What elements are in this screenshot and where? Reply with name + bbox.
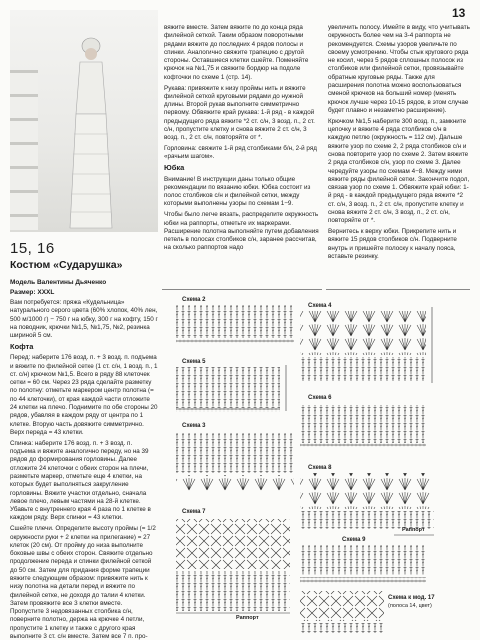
scheme-5-grid [176,367,280,408]
scheme-8-label: Схема 8 [308,465,332,471]
column-divider-right [326,289,470,290]
scheme-mod-sublabel: (полоса 14, цвет) [388,603,432,609]
skirt-note: Внимание! В инструкции даны только общие рекомендации по вязанию юбки. Юбка состоит из полос столбиков с/н и филейной сетки, между которыми выполнены узоры по схемам 1−9. [164,175,311,208]
scheme-9-grid [300,545,426,575]
scheme-6-grid [300,405,426,443]
scheme-4-label: Схема 4 [308,303,332,309]
neckline-text: Горловина: свяжите 1-й ряд столбиками б/н, 2-й ряд «рачьим шагом». [164,145,317,161]
scheme-mod-grid [300,591,384,621]
rapport-label-8: Раппорт [402,527,425,533]
page-number: 13 [452,6,466,20]
section-heading-top: Кофта [10,341,34,351]
widening-text: увеличить полосу. Имейте в виду, что учитывать окружность более чем на 3-4 раппорта не рекомендуется. Схемы узоров увеличьте по своему усмотрению. Чтобы стык кругового ряда не косил, через 5 рядов сплошных полосок из столбиков или филейной сетки, провязывайте обратные круговые ряды. Также для расширения полотна можно воспользоваться сменой крючков на больший номер (менять крючок лучше через 10-15 рядов, в этом случае будет плавно и незаметно расширение). [328,24,470,114]
model-size: Размер: XXXL [10,289,55,296]
scheme-3-grid [176,433,294,473]
scheme-6-label: Схема 6 [308,395,332,401]
shelf-decor [10,70,38,230]
section-heading-skirt: Юбка [164,163,185,173]
materials-text: Вам потребуется: пряжа «Кудельница» натурального серого цвета (60% хлопок, 40% лен, 500 м/1000 г) − 750 г на юбку, 300 г на кофту, 150 г на поводник, крючки №1,5, №1,75, №2, резинка шириной 5 см. [10,299,158,340]
scheme-9-label: Схема 9 [342,537,366,543]
scheme-2-grid [176,305,294,338]
scheme-4-grid [300,311,426,355]
scheme-7-grid [176,519,290,569]
model-author: Модель Валентины Дьяченко [10,279,107,286]
assembly-text: Сшейте плечи. Определите высоту проймы (= 1/2 окружности руки + 2 клетки на прилегание) = 27 клеток (20 см). От пройму до низа выполните боковые швы с обеих сторон. Свяжите отдельно продолжение переда и спинки филейной сеткой до 50 см. Затем для придания форме трапеции вяжите следующим образом: привяжите нить к низу полотна на детали перед и вяжите по филейной сетке, не доходя до талии 4 клетки. Затем провяжите все 3 клетки вместе. Пропустите 3 недовязанных столбика с/н, поверните полотно, держа на крючке 4 петли, пропустите 1 клетку и также с другого края выполните 3 ст. с/н вместе. Затем все 7 п. про- [10,525,156,640]
front-text: Перед: наберите 176 возд. п. + 3 возд. п. подъема и вяжите по филейной сетке (1 ст. с/н, 1 возд. п., 1 ст. с/н) крючком №1,5. Всего в ряду 88 клеточек сетки = 60 см. Через 23 ряда сделайте разметку по полотну: отметьте маркером центр полотна (= по 44 клеточки), от края каждой части отложите 24 клетки на плечо. Поднимите по обе стороны 20 рядов, убавляя в каждом ряду от центра по 1 клетке. Вторую часть довяжите симметрично. Верх переда = 43 клетки. [10,354,158,436]
scheme-mod-label: Схема к мод. 17 [388,595,435,601]
rapport-label-7: Раппорт [236,615,259,621]
model-figure-illustration [68,34,114,230]
trapeze-text: вяжите вместе. Затем вяжите по до конца ряда филейной сеткой. Таким образом поворотными рядами вяжите до последних 4 рядов полосы и спинки. Аналогично свяжите трапецию с другой стороны. Оставшиеся клетки сшейте. Поменяйте крючок на №1,75 и свяжите бордюр на подоле кофточки по схеме 1 (стр. 14). [164,24,309,81]
skirt-instructions-text: Крючком №1,5 наберите 300 возд. п., замкните цепочку и вяжите 4 ряда столбиков с/н в каждую петлю (окружность = 112 см). Дальше вяжите узор по схеме 2, 2 ряда столбиков с/н и снова повторите узор по схеме 2. Затем вяжите 2 ряда столбиков с/н, узор по схеме 3. Далее чередуйте узоры по схемам 4−8. Между ними вяжите ряды филейной сетки. Закончите подол, связав узор по схеме 1. Обвяжите край юбки: 1-й ряд - в каждой предыдущего ряда вяжите *2 ст. с/н, 3 возд. п., 2 ст. с/н, пропустите клетку и снова вяжите 2 ст. с/н, 3 возд. п., 2 ст. с/н, повторяйте от *. [328,117,470,225]
sleeves-text: Рукава: привяжите к низу проймы нить и вяжите филейной сеткой круговыми рядами до нужной длины. Второй рукав выполните симметрично первому. Обвяжите край рукава: 1-й ряд - в каждой предыдущего ряда вяжите *2 ст. с/н, 3 возд. п., 2 ст. с/н, пропустите клетку и снова вяжите 2 ст. с/н, 3 возд. п., 2 ст. с/н, повторяйте от *. [164,84,315,142]
article-title: Костюм «Сударушка» [10,259,123,271]
text-column-1 [10,299,158,640]
waistband-text: Вернитесь к верху юбки. Прикрепите нить и вяжите 15 рядов столбиков с/н. Подверните внутрь и пришейте полоску к началу пояса, вставьте резинку. [328,228,457,261]
skirt-rapport-text: Чтобы было легче вязать, распределите окружность юбки на раппорты, отметьте их маркерами. Расширение полотна выполняйте путем добавления петель в полосах столбиков с/н, заранее рассчитав, на сколько раппортов надо [164,211,319,252]
text-column-2 [164,24,320,255]
scheme-8-grid [300,473,434,509]
scheme-7-label: Схема 7 [182,509,206,515]
scheme-5-label: Схема 5 [182,359,206,365]
column-divider-left [162,289,322,290]
scheme-2-label: Схема 2 [182,297,206,303]
back-text: Спинка: наберите 176 возд. п. + 3 возд. п. подъема и вяжите аналогично переду, но на 39 рядов до формирования горловины. Далее отложите 24 клеточки с обеих сторон на плечи, разметьте маркер, отметьте еще 4 клетки, на которых будет выполняться закругление горловины. Вяжите участки отдельно, сначала левое плечо, левым частями на 28-й клетке. Убавьте с внутреннего края 4 раза по 1 клетке в каждом ряду. Верх спинки = 43 клетки. [10,439,151,522]
model-photo [10,10,158,232]
crochet-schemes [162,295,472,640]
scheme-3-label: Схема 3 [182,423,206,429]
model-numbers: 15, 16 [10,240,55,257]
text-column-3 [328,24,470,264]
